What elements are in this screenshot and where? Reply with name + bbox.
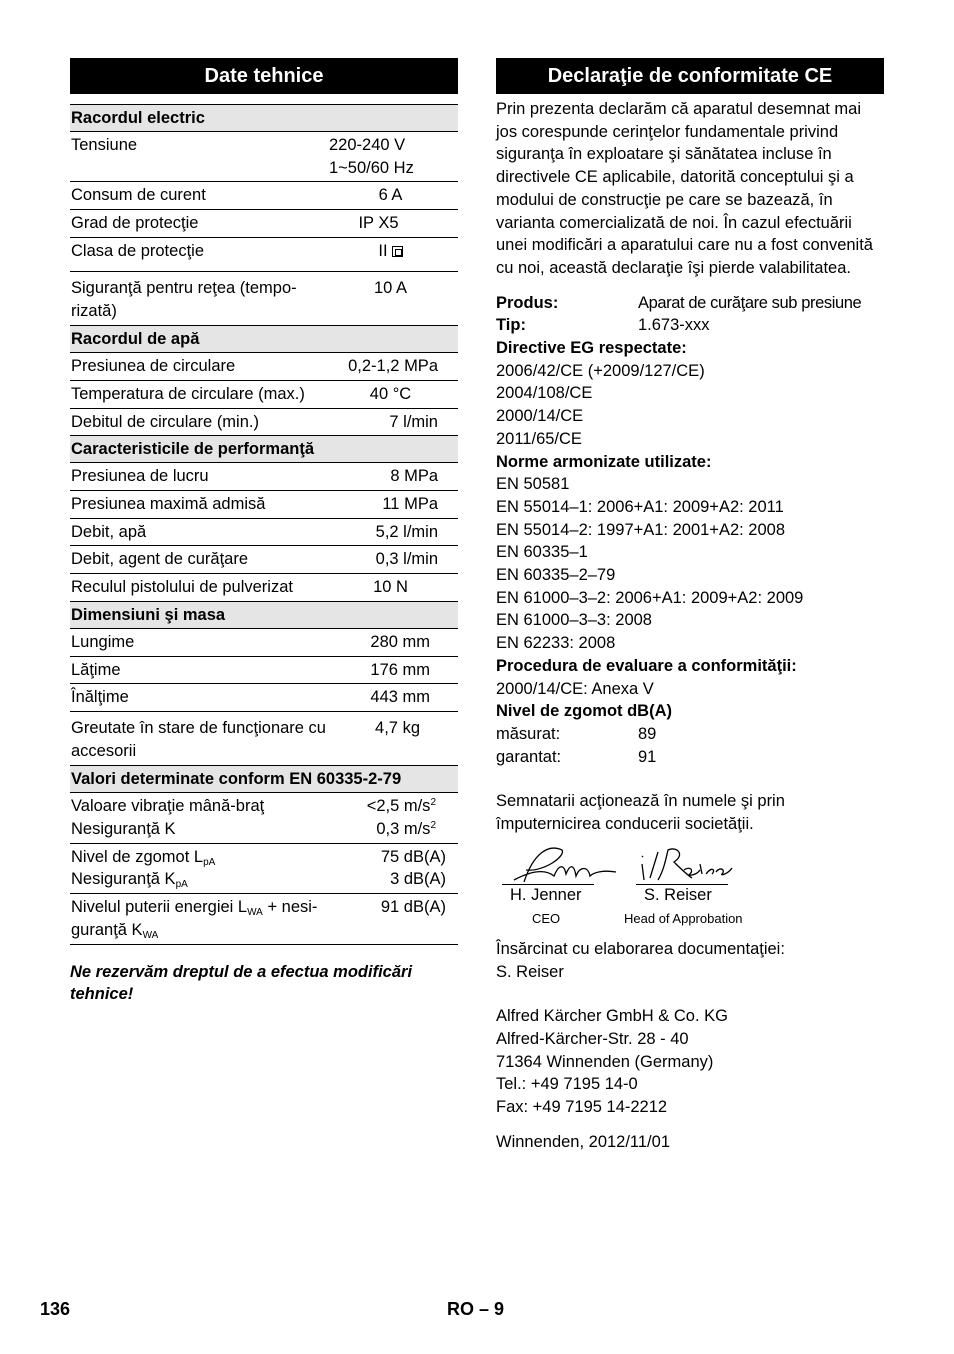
table-row — [70, 629, 458, 657]
row-value: 7 l/min — [389, 412, 438, 431]
row-value: 443 mm — [370, 688, 430, 707]
measured-value: 89 — [638, 724, 657, 743]
guaranteed-label: garantat: — [496, 747, 562, 766]
row-label: Debitul de circulare (min.) — [71, 412, 259, 431]
row-label: Clasa de protecţie — [71, 241, 204, 260]
row-value: 0,2-1,2 MPa — [348, 357, 438, 376]
section-header: Caracteristicile de performanţă — [70, 436, 458, 463]
section-header: Racordul de apă — [70, 326, 458, 353]
directives-label: Directive EG respectate: — [496, 339, 687, 358]
norms-label: Norme armonizate utilizate: — [496, 452, 712, 471]
noise-level-label: Nivel de zgomot dB(A) — [496, 702, 672, 721]
uncertainty-value: 0,3 m/s — [376, 820, 431, 839]
declaration-title: Declaraţie de conformitate CE — [496, 58, 884, 94]
row-label: Presiunea de lucru — [71, 467, 209, 486]
row-label — [71, 846, 351, 891]
section-header: Racordul electric — [70, 105, 458, 132]
row-value: 6 A — [378, 186, 403, 205]
norm-item: EN 61000–3–3: 2008 — [496, 611, 652, 630]
noise-value: 75 dB(A) — [380, 847, 446, 866]
protection-class-ii-icon — [392, 246, 403, 257]
uncertainty-label: Nesiguranţă K — [71, 870, 176, 889]
subscript: pA — [175, 879, 188, 891]
row-value: 5,2 l/min — [375, 522, 438, 541]
signature-reiser-icon — [636, 840, 736, 890]
protection-class-value: II — [378, 241, 388, 260]
row-label: Grad de protecţie — [71, 214, 199, 233]
disclaimer-note: Ne rezervăm dreptul de a efectua modificări tehnice! — [70, 962, 413, 1004]
row-value — [351, 846, 458, 891]
address-line: Alfred-Kärcher-Str. 28 - 40 — [496, 1029, 689, 1048]
procedure-value: 2000/14/CE: Anexa V — [496, 679, 654, 698]
row-value — [329, 240, 458, 269]
directive-item: 2006/42/CE (+2009/127/CE) — [496, 361, 705, 380]
row-label: Lăţime — [71, 660, 121, 679]
subscript: WA — [247, 907, 263, 919]
noise-label: Nivel de zgomot L — [71, 847, 204, 866]
page-number: 136 — [40, 1299, 71, 1319]
row-label — [71, 896, 361, 941]
row-label: Siguranţă pentru reţea (tempo-rizată) — [71, 278, 297, 320]
table-row — [70, 519, 458, 547]
signer1-name: H. Jenner — [510, 885, 582, 904]
row-value — [351, 795, 458, 840]
table-row — [70, 793, 458, 843]
guaranteed-row — [496, 746, 884, 769]
row-value: 10 A — [373, 278, 408, 297]
table-row — [70, 844, 458, 894]
vibration-label: Valoare vibraţie mână-braţ — [71, 797, 265, 816]
table-row — [70, 574, 458, 602]
row-value: 11 MPa — [382, 495, 438, 514]
directive-item: 2011/65/CE — [496, 429, 582, 448]
product-value: Aparat de curăţare sub presiune — [638, 293, 862, 312]
table-row — [70, 210, 458, 238]
power-label-cont: + nesi- — [262, 898, 318, 917]
intro-paragraph: Prin prezenta declarăm că aparatul desemnat mai jos corespunde cerinţelor fundamentale privind siguranţa în exploatare şi sănătatea incluse în directivele CE aplicabile, datorită conceptului şi a modului de construcţie pe care se bazează, în varianta comercializată de noi. În cazul efectuării unei modificări a aparatului care nu a fost convenită cu noi, această declaraţie îşi pierde valabilitatea. — [496, 100, 873, 277]
measured-label: măsurat: — [496, 724, 561, 743]
row-label: Tensiune — [71, 136, 138, 154]
section-header: Valori determinate conform EN 60335-2-79 — [70, 766, 458, 793]
row-label: Înălţime — [71, 688, 129, 707]
row-label: Debit, apă — [71, 522, 147, 541]
row-value: 91 dB(A) — [380, 898, 446, 917]
signatories-text: Semnatarii acţionează în numele şi prin împuternicirea conducerii societăţii. — [496, 792, 785, 834]
guaranteed-value: 91 — [638, 747, 657, 766]
type-value: 1.673-xxx — [638, 316, 710, 335]
row-label — [71, 795, 351, 840]
table-row — [70, 491, 458, 519]
place-date: Winnenden, 2012/11/01 — [496, 1132, 670, 1151]
table-row — [70, 272, 458, 326]
signature-block — [496, 840, 884, 932]
technical-data-table — [70, 104, 458, 945]
row-label: Presiunea maximă admisă — [71, 495, 266, 514]
directive-item: 2000/14/CE — [496, 407, 584, 426]
row-value: 40 °C — [369, 384, 412, 403]
row-label: Presiunea de circulare — [71, 357, 236, 376]
unit-exponent: 2 — [430, 820, 436, 832]
procedure-label: Procedura de evaluare a conformităţii: — [496, 656, 797, 675]
address-line: Tel.: +49 7195 14-0 — [496, 1075, 638, 1094]
table-row — [70, 182, 458, 210]
norm-item: EN 55014–2: 1997+A1: 2001+A2: 2008 — [496, 520, 785, 539]
table-row — [70, 894, 458, 944]
directive-item: 2004/108/CE — [496, 384, 593, 403]
product-label: Produs: — [496, 293, 559, 312]
product-row — [496, 292, 884, 315]
row-label: Greutate în stare de funcţionare cu accesorii — [71, 718, 326, 760]
declaration-column — [496, 58, 884, 1153]
row-value: 8 MPa — [390, 467, 438, 486]
row-value: IP X5 — [358, 214, 399, 233]
address-line: Fax: +49 7195 14-2212 — [496, 1098, 668, 1117]
row-label: Debit, agent de curăţare — [71, 550, 249, 569]
signer2-name: S. Reiser — [644, 885, 712, 904]
row-value: 10 N — [373, 578, 408, 597]
table-row — [70, 712, 458, 766]
section-header: Dimensiuni şi masa — [70, 602, 458, 629]
uncertainty-label: guranţă K — [71, 920, 143, 939]
row-label: Temperatura de circulare (max.) — [71, 384, 305, 403]
unit-exponent: 2 — [430, 797, 436, 809]
table-row — [70, 657, 458, 685]
type-label: Tip: — [496, 316, 526, 335]
power-label: Nivelul puterii energiei L — [71, 898, 248, 917]
row-value: 280 mm — [370, 632, 430, 651]
technical-data-column — [70, 58, 458, 1006]
table-row — [70, 463, 458, 491]
table-row — [70, 381, 458, 409]
row-label: Lungime — [71, 632, 135, 651]
norm-item: EN 60335–1 — [496, 543, 588, 562]
row-value: 4,7 kg — [375, 718, 420, 737]
documentation-name: S. Reiser — [496, 962, 564, 981]
row-label: Consum de curent — [71, 186, 206, 205]
type-row — [496, 314, 884, 337]
address-line: 71364 Winnenden (Germany) — [496, 1052, 714, 1071]
table-row — [70, 132, 458, 182]
address-line: Alfred Kärcher GmbH & Co. KG — [496, 1007, 728, 1026]
page-label: RO – 9 — [447, 1299, 505, 1319]
row-value: 0,3 l/min — [375, 550, 438, 569]
norm-item: EN 55014–1: 2006+A1: 2009+A2: 2011 — [496, 497, 784, 516]
table-row — [70, 546, 458, 574]
uncertainty-label: Nesiguranţă K — [71, 820, 176, 839]
voltage-value: 220-240 V — [329, 136, 406, 154]
subscript: WA — [142, 929, 159, 941]
technical-data-title: Date tehnice — [70, 58, 458, 94]
table-row — [70, 409, 458, 437]
signer2-role: Head of Approbation — [624, 910, 743, 926]
uncertainty-value: 3 dB(A) — [390, 870, 446, 889]
row-label: Reculul pistolului de pulverizat — [71, 578, 293, 597]
table-row — [70, 684, 458, 712]
documentation-label: Însărcinat cu elaborarea documentaţiei: — [496, 939, 785, 958]
vibration-value: <2,5 m/s — [366, 797, 431, 816]
frequency-value: 1~50/60 Hz — [329, 158, 414, 177]
signer1-role: CEO — [532, 910, 561, 926]
table-row — [70, 353, 458, 381]
norm-item: EN 61000–3–2: 2006+A1: 2009+A2: 2009 — [496, 588, 804, 607]
table-row — [70, 238, 458, 272]
measured-row — [496, 723, 884, 746]
row-value — [329, 134, 458, 179]
norm-item: EN 62233: 2008 — [496, 634, 616, 653]
norm-item: EN 50581 — [496, 475, 570, 494]
row-value: 176 mm — [370, 660, 430, 679]
norm-item: EN 60335–2–79 — [496, 566, 616, 585]
subscript: pA — [203, 856, 216, 868]
